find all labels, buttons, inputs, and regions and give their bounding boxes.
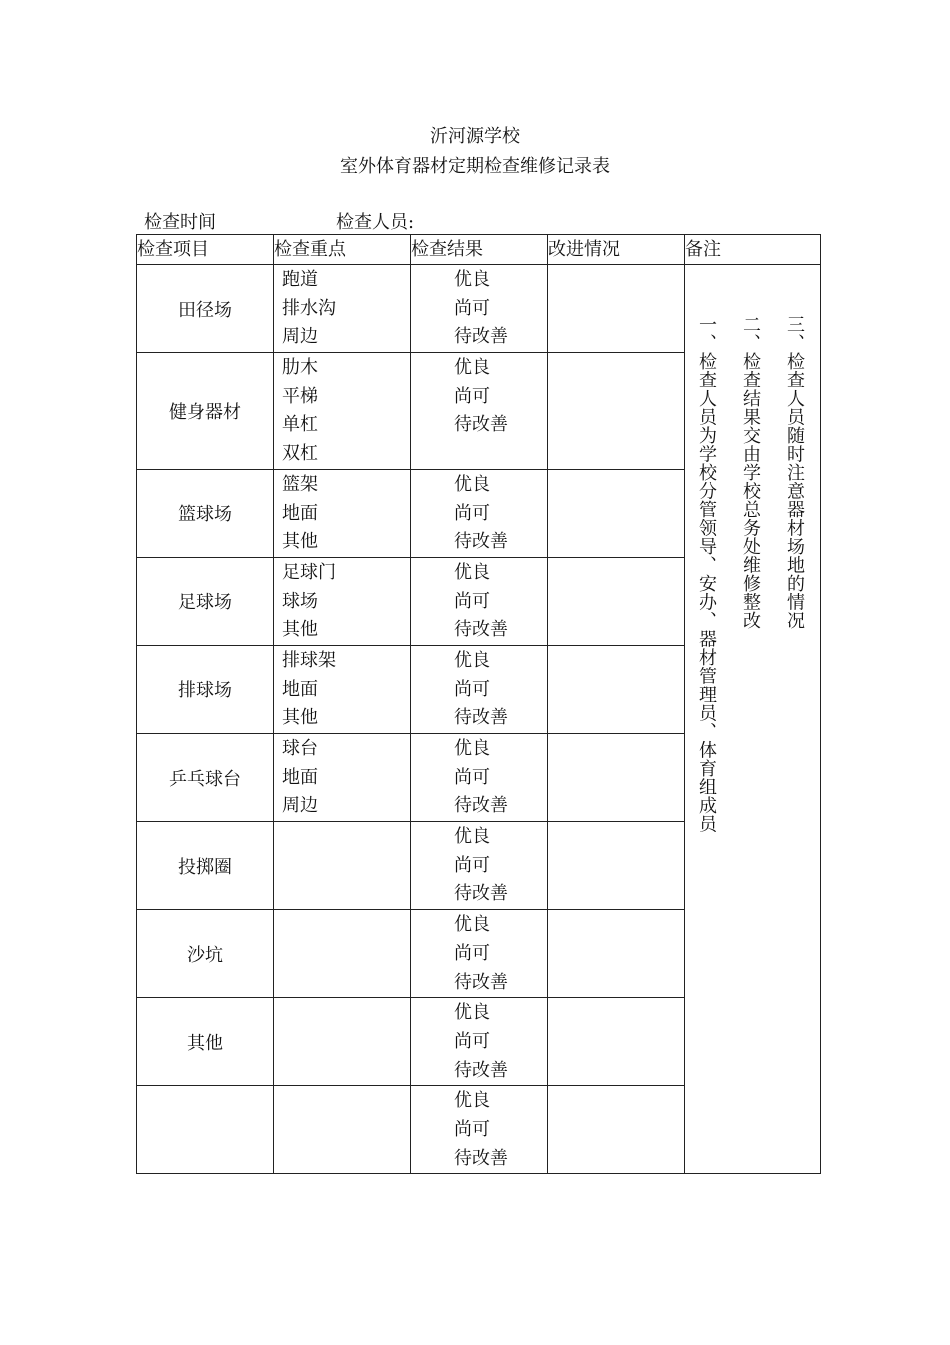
remark-note: 一、检查人员为学校分管领导、安办、器材管理员、体育组成员 (696, 315, 717, 833)
result-options-cell (411, 265, 548, 353)
result-options-cell (411, 910, 548, 998)
table-header-row (137, 235, 821, 265)
improvement-cell (548, 265, 685, 353)
remarks-cell (685, 265, 821, 1174)
result-option: 优良 (454, 649, 490, 671)
focus-point: 球场 (282, 590, 318, 612)
inspection-item-cell: 沙坑 (137, 910, 274, 998)
result-option: 优良 (454, 357, 490, 379)
result-option: 尚可 (454, 1030, 490, 1052)
inspection-item-cell (137, 1086, 274, 1174)
result-options-list (411, 353, 547, 440)
focus-point: 其他 (282, 531, 318, 553)
result-option: 待改善 (454, 795, 508, 817)
result-options-cell (411, 469, 548, 557)
focus-point: 球台 (282, 738, 318, 759)
result-option: 尚可 (454, 1118, 490, 1140)
focus-points-list (274, 734, 410, 821)
focus-point: 排水沟 (282, 297, 336, 319)
focus-point: 地面 (282, 766, 318, 788)
result-options-list (411, 1086, 547, 1173)
result-option: 待改善 (454, 971, 508, 993)
result-options-list (411, 558, 547, 645)
result-option: 优良 (454, 1002, 490, 1024)
inspection-item-cell: 排球场 (137, 645, 274, 733)
result-option: 待改善 (454, 707, 508, 729)
result-option: 待改善 (454, 414, 508, 436)
improvement-cell (548, 645, 685, 733)
remark-note: 二、检查结果交由学校总务处维修整改 (740, 315, 761, 630)
result-option: 尚可 (454, 502, 490, 524)
result-options-cell (411, 734, 548, 822)
focus-point: 足球门 (282, 561, 336, 583)
result-option: 尚可 (454, 766, 490, 788)
improvement-cell (548, 998, 685, 1086)
focus-point: 双杠 (282, 443, 318, 465)
inspection-item-cell: 其他 (137, 998, 274, 1086)
result-option: 待改善 (454, 1147, 508, 1169)
focus-points-list (274, 353, 410, 469)
focus-points-cell (274, 353, 411, 470)
result-options-cell (411, 998, 548, 1086)
column-header-item: 检查项目 (137, 235, 274, 265)
result-option: 优良 (454, 561, 490, 583)
result-option: 优良 (454, 826, 490, 848)
remark-note: 三、检查人员随时注意器材场地的情况 (784, 315, 805, 630)
result-option: 尚可 (454, 385, 490, 407)
result-options-list (411, 734, 547, 821)
focus-point: 肋木 (282, 357, 318, 379)
inspection-time-label: 检查时间 (144, 212, 216, 233)
focus-points-list (274, 1086, 410, 1087)
improvement-cell (548, 822, 685, 910)
result-options-list (411, 822, 547, 909)
focus-points-cell (274, 998, 411, 1086)
result-options-list (411, 265, 547, 352)
result-option: 待改善 (454, 326, 508, 348)
inspection-item-cell: 乒乓球台 (137, 734, 274, 822)
inspection-item-cell: 田径场 (137, 265, 274, 353)
inspection-item-cell: 足球场 (137, 557, 274, 645)
result-option: 尚可 (454, 854, 490, 876)
focus-points-list (274, 822, 410, 823)
focus-points-cell (274, 645, 411, 733)
result-option: 待改善 (454, 883, 508, 905)
focus-points-list (274, 998, 410, 999)
improvement-cell (548, 910, 685, 998)
focus-points-cell (274, 822, 411, 910)
result-option: 优良 (454, 914, 490, 936)
result-option: 待改善 (454, 531, 508, 553)
form-title: 室外体育器材定期检查维修记录表 (340, 156, 610, 177)
inspection-item-cell: 健身器材 (137, 353, 274, 470)
focus-points-cell (274, 734, 411, 822)
inspection-record-table (136, 234, 821, 1174)
result-option: 待改善 (454, 1059, 508, 1081)
focus-point: 篮架 (282, 473, 318, 495)
inspector-label: 检查人员: (336, 212, 415, 233)
focus-point: 平梯 (282, 385, 318, 407)
result-option: 尚可 (454, 297, 490, 319)
column-header-result: 检查结果 (411, 235, 548, 265)
result-option: 待改善 (454, 619, 508, 641)
focus-point: 地面 (282, 678, 318, 700)
result-option: 尚可 (454, 678, 490, 700)
inspection-item-cell: 投掷圈 (137, 822, 274, 910)
focus-points-cell (274, 469, 411, 557)
result-option: 尚可 (454, 942, 490, 964)
focus-point: 跑道 (282, 269, 318, 290)
focus-points-cell (274, 265, 411, 353)
column-header-improvement: 改进情况 (548, 235, 685, 265)
focus-point: 周边 (282, 326, 318, 348)
focus-points-list (274, 910, 410, 911)
school-name: 沂河源学校 (430, 126, 520, 147)
result-options-cell (411, 1086, 548, 1174)
improvement-cell (548, 469, 685, 557)
result-options-cell (411, 557, 548, 645)
result-options-list (411, 998, 547, 1085)
result-option: 优良 (454, 738, 490, 759)
improvement-cell (548, 734, 685, 822)
column-header-focus: 检查重点 (274, 235, 411, 265)
table-row (137, 265, 821, 353)
result-option: 尚可 (454, 590, 490, 612)
improvement-cell (548, 1086, 685, 1174)
focus-points-list (274, 646, 410, 733)
result-options-cell (411, 822, 548, 910)
improvement-cell (548, 557, 685, 645)
result-options-list (411, 646, 547, 733)
improvement-cell (548, 353, 685, 470)
focus-point: 排球架 (282, 649, 336, 671)
result-option: 优良 (454, 269, 490, 290)
focus-point: 单杠 (282, 414, 318, 436)
focus-point: 周边 (282, 795, 318, 817)
focus-points-list (274, 558, 410, 645)
result-option: 优良 (454, 473, 490, 495)
result-option: 优良 (454, 1090, 490, 1112)
focus-point: 其他 (282, 707, 318, 729)
result-options-cell (411, 353, 548, 470)
focus-points-list (274, 265, 410, 352)
result-options-list (411, 910, 547, 997)
result-options-list (411, 470, 547, 557)
focus-points-list (274, 470, 410, 557)
focus-points-cell (274, 910, 411, 998)
focus-point: 地面 (282, 502, 318, 524)
result-options-cell (411, 645, 548, 733)
focus-points-cell (274, 1086, 411, 1174)
focus-point: 其他 (282, 619, 318, 641)
column-header-remarks: 备注 (685, 235, 821, 265)
inspection-item-cell: 篮球场 (137, 469, 274, 557)
focus-points-cell (274, 557, 411, 645)
